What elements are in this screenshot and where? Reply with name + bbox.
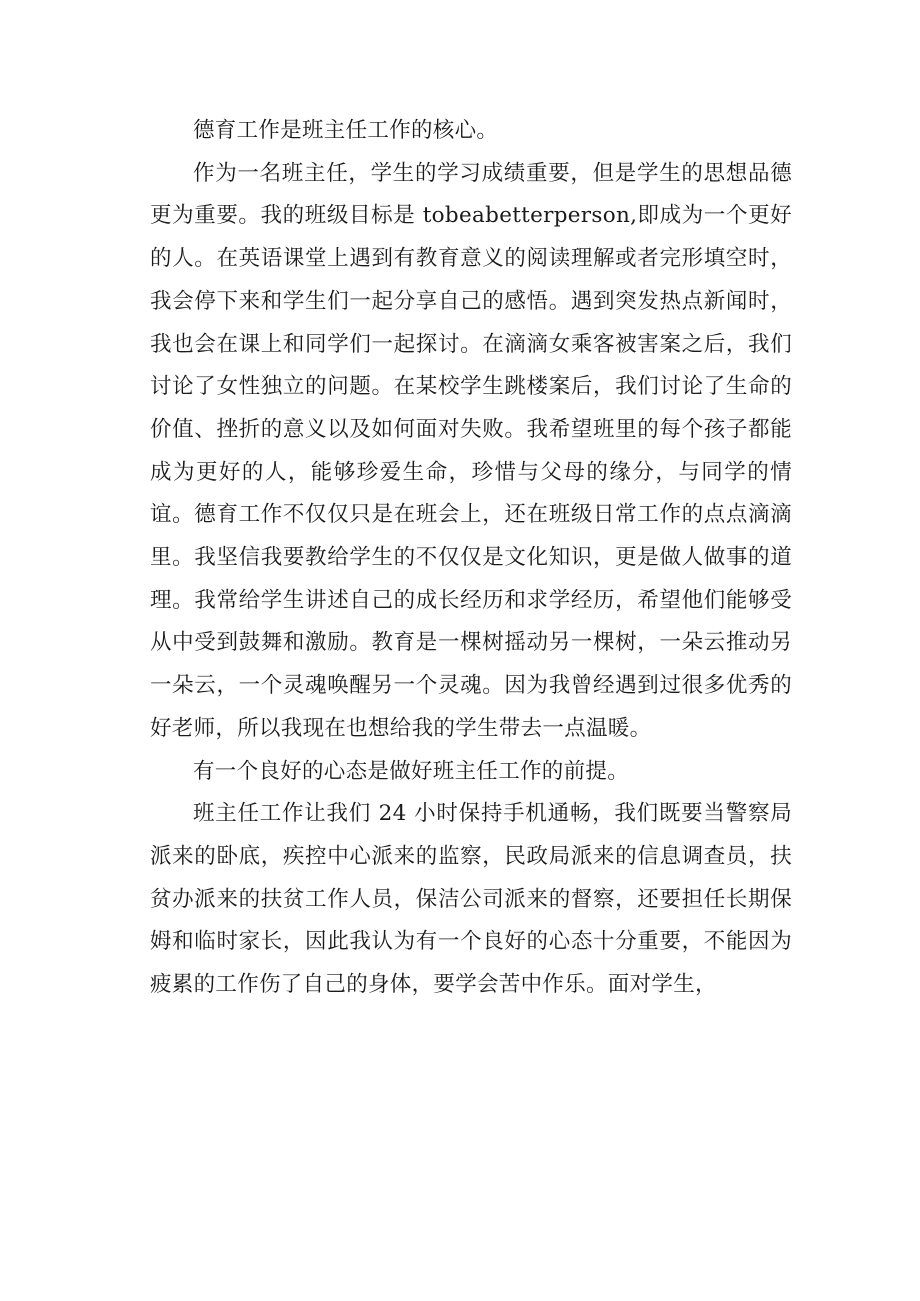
paragraph-good-mindset-body: 班主任工作让我们 24 小时保持手机通畅，我们既要当警察局派来的卧底，疾控中心派来的监察，民政局派来的信息调查员，扶贫办派来的扶贫工作人员，保洁公司派来的督察，还要担任长期保姆和临时家长，因此我认为有一个良好的心态十分重要，不能因为疲累的工作伤了自己的身体，要学会苦中作乐。面对学生， xyxy=(150,801,792,998)
paragraph-heading-good-mindset: 有一个良好的心态是做好班主任工作的前提。 xyxy=(193,758,630,784)
paragraph-moral-education-body: 作为一名班主任，学生的学习成绩重要，但是学生的思想品德更为重要。我的班级目标是 tobeabetterperson,即成为一个更好的人。在英语课堂上遇到有教育意义的阅读理解或者完形填空时，我会停下来和学生们一起分享自己的感悟。遇到突发热点新闻时，我也会在课上和同学们一起探讨。在滴滴女乘客被害案之后，我们讨论了女性独立的问题。在某校学生跳楼案后，我们讨论了生命的价值、挫折的意义以及如何面对失败。我希望班里的每个孩子都能成为更好的人，能够珍爱生命，珍惜与父母的缘分，与同学的情谊。德育工作不仅仅只是在班会上，还在班级日常工作的点点滴滴里。我坚信我要教给学生的不仅仅是文化知识，更是做人做事的道理。我常给学生讲述自己的成长经历和求学经历，希望他们能够受从中受到鼓舞和激励。教育是一棵树摇动另一棵树，一朵云推动另一朵云，一个灵魂唤醒另一个灵魂。因为我曾经遇到过很多优秀的好老师，所以我现在也想给我的学生带去一点温暖。 xyxy=(150,160,792,741)
document-body xyxy=(150,110,792,1007)
paragraph-heading-moral-education: 德育工作是班主任工作的核心。 xyxy=(193,118,499,143)
